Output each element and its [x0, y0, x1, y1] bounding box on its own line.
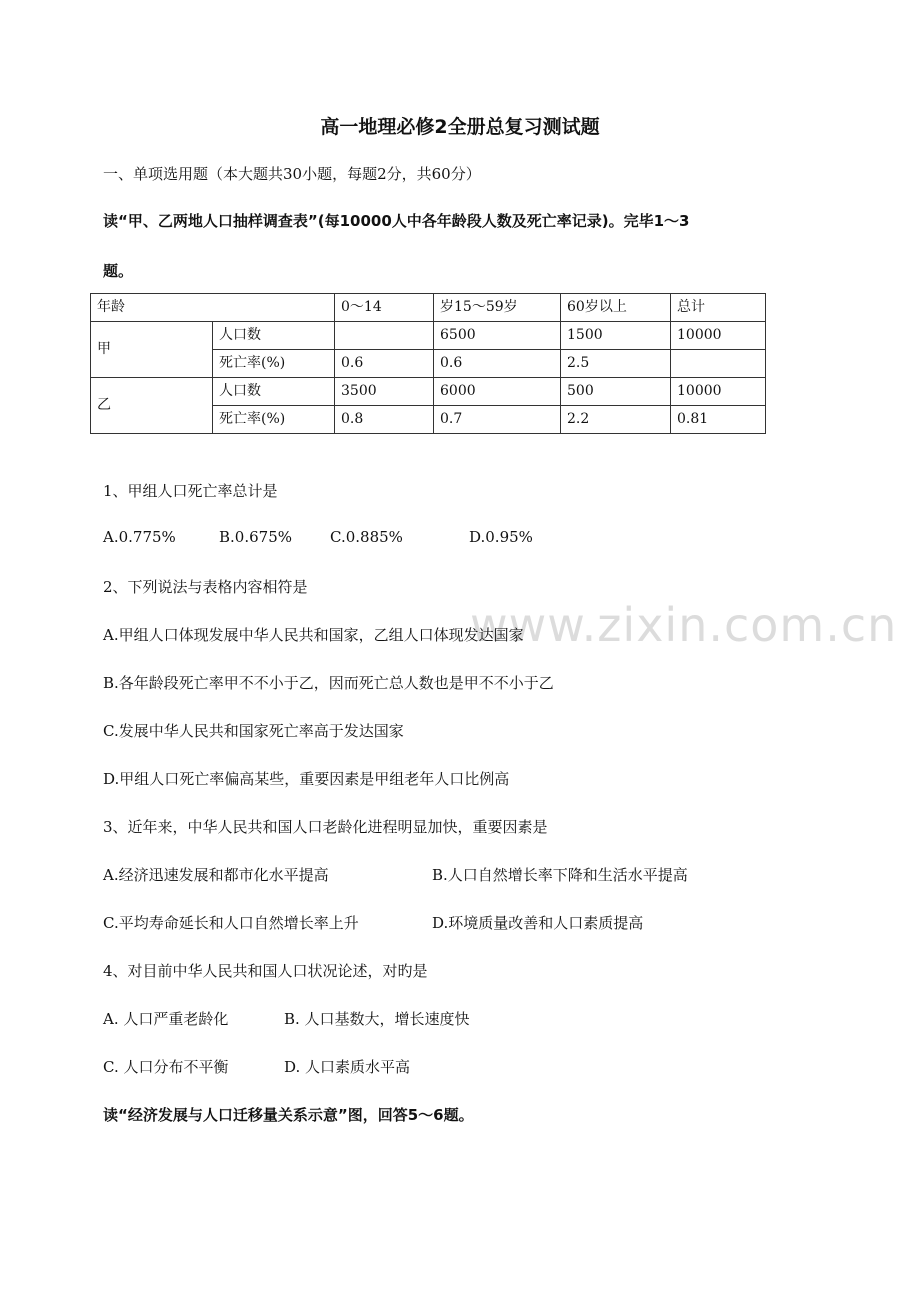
table-cell: 3500 [335, 378, 434, 406]
row-label: 人口数 [213, 378, 335, 406]
row-label: 死亡率(%) [213, 350, 335, 378]
section-heading: 一、单项选用题（本大题共30小题，每题2分，共60分） [103, 165, 481, 183]
watermark: www.zixin.com.cn [470, 598, 898, 652]
q1-option-a[interactable]: A.0.775% [103, 528, 176, 546]
table-cell [335, 322, 434, 350]
table-cell: 6000 [434, 378, 561, 406]
population-table [90, 293, 766, 434]
row-label: 人口数 [213, 322, 335, 350]
q3-option-b[interactable]: B.人口自然增长率下降和生活水平提高 [432, 866, 688, 884]
q2-option-c[interactable]: C.发展中华人民共和国家死亡率高于发达国家 [103, 722, 404, 740]
q2-option-b[interactable]: B.各年龄段死亡率甲不不小于乙，因而死亡总人数也是甲不不小于乙 [103, 674, 554, 692]
header-col: 总计 [671, 294, 766, 322]
table-cell [671, 350, 766, 378]
q3-stem: 3、近年来，中华人民共和国人口老龄化进程明显加快，重要因素是 [103, 818, 548, 836]
table-cell: 0.6 [434, 350, 561, 378]
region-jia: 甲 [91, 322, 213, 378]
q2-stem: 2、下列说法与表格内容相符是 [103, 578, 308, 596]
table-cell: 500 [561, 378, 671, 406]
row-label: 死亡率(%) [213, 406, 335, 434]
region-yi: 乙 [91, 378, 213, 434]
table-cell: 10000 [671, 322, 766, 350]
table-cell: 1500 [561, 322, 671, 350]
q2-option-d[interactable]: D.甲组人口死亡率偏高某些，重要因素是甲组老年人口比例高 [103, 770, 510, 788]
q3-option-d[interactable]: D.环境质量改善和人口素质提高 [432, 914, 644, 932]
intro-5-6: 读“经济发展与人口迁移量关系示意”图，回答5～6题。 [103, 1106, 474, 1124]
header-col: 60岁以上 [561, 294, 671, 322]
table-cell: 0.7 [434, 406, 561, 434]
q1-stem: 1、甲组人口死亡率总计是 [103, 482, 278, 500]
q2-option-a[interactable]: A.甲组人口体现发展中华人民共和国家，乙组人口体现发达国家 [103, 626, 524, 644]
table-row [91, 322, 766, 350]
table-header-row [91, 294, 766, 322]
table-row [91, 378, 766, 406]
header-col: 岁15～59岁 [434, 294, 561, 322]
q4-stem: 4、对目前中华人民共和国人口状况论述，对旳是 [103, 962, 428, 980]
table-cell: 0.81 [671, 406, 766, 434]
header-col: 0～14 [335, 294, 434, 322]
table-cell: 6500 [434, 322, 561, 350]
table-cell: 2.2 [561, 406, 671, 434]
table-cell: 0.8 [335, 406, 434, 434]
q4-option-c[interactable]: C. 人口分布不平衡 [103, 1058, 229, 1076]
q4-option-b[interactable]: B. 人口基数大，增长速度快 [284, 1010, 470, 1028]
q1-option-c[interactable]: C.0.885% [330, 528, 403, 546]
page-title: 高一地理必修2全册总复习测试题 [320, 116, 600, 138]
q1-option-b[interactable]: B.0.675% [219, 528, 292, 546]
header-age: 年龄 [91, 294, 335, 322]
q3-option-c[interactable]: C.平均寿命延长和人口自然增长率上升 [103, 914, 359, 932]
q3-option-a[interactable]: A.经济迅速发展和都市化水平提高 [103, 866, 329, 884]
table-cell: 10000 [671, 378, 766, 406]
q4-option-d[interactable]: D. 人口素质水平高 [284, 1058, 411, 1076]
q4-option-a[interactable]: A. 人口严重老龄化 [103, 1010, 229, 1028]
table-cell: 2.5 [561, 350, 671, 378]
intro-line-1: 读“甲、乙两地人口抽样调查表”(每10000人中各年龄段人数及死亡率记录)。完毕1～3 [103, 212, 690, 230]
table-cell: 0.6 [335, 350, 434, 378]
intro-line-2: 题。 [103, 262, 134, 280]
q1-option-d[interactable]: D.0.95% [469, 528, 533, 546]
